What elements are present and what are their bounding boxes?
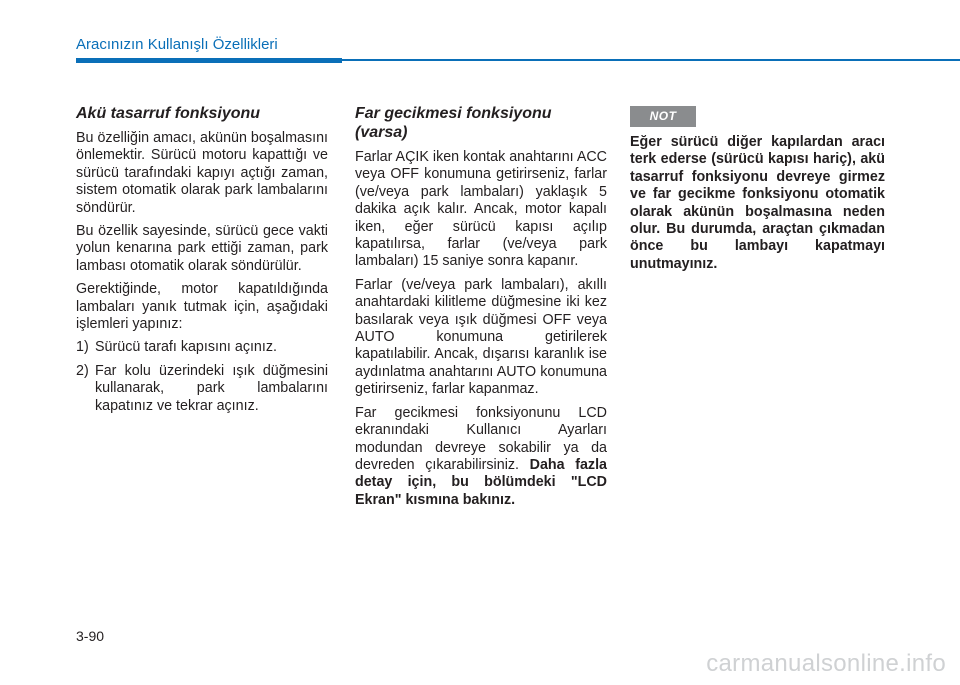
battery-saver-heading: Akü tasarruf fonksiyonu	[76, 105, 261, 122]
battery-saver-para-2: Bu özellik sayesinde, sürücü gece vakti yolun kenarına park ettiği zaman, park lambası otomatik olarak söndürülür.	[76, 223, 328, 274]
battery-saver-para-3: Gerektiğinde, motor kapatıldığında lambaları yanık tutmak için, aşağıdaki işlemleri yapınız:	[76, 281, 328, 333]
headlight-delay-para-1: Farlar AÇIK iken kontak anahtarını ACC veya OFF konumuna getirirseniz, farlar (ve/veya park lambaları) yaklaşık 5 dakika açık kalır. Ancak, motor kapalı iken, eğer sürücü kapısı açılıp kapatılırsa, farlar (ve/veya park lambaları) 15 saniye sonra kapanır.	[355, 149, 607, 270]
section-title: Aracınızın Kullanışlı Özellikleri	[76, 36, 278, 53]
headlight-delay-heading: Far gecikmesi fonksiyonu (varsa)	[355, 105, 552, 141]
headlight-delay-para-3-plain: Far gecikmesi fonksiyonunu LCD ekranındaki Kullanıcı Ayarları modundan devreye sokabilir ya da devreden çıkarabilirsiniz.	[355, 404, 607, 473]
headlight-delay-para-3	[355, 405, 607, 509]
step-2-text: Far kolu üzerindeki ışık düğmesini kullanarak, park lambalarını kapatınız ve tekrar açınız.	[95, 362, 328, 414]
note-text: Eğer sürücü diğer kapılardan aracı terk ederse (sürücü kapısı hariç), akü tasarruf fonksiyonu devreye girmez ve far gecikme fonksiyonu otomatik olarak akünün boşalmasına neden olur. Bu durumda, araçtan çıkmadan önce bu lambayı kapatmayı unutmayınız.	[630, 134, 885, 272]
column-headlight-delay	[355, 104, 607, 515]
page-number: 3-90	[76, 628, 105, 644]
step-1-number: 1)	[76, 339, 89, 356]
step-1	[76, 339, 328, 356]
battery-saver-para-1: Bu özelliğin amacı, akünün boşalmasını önlemektir. Sürücü motoru kapattığı ve sürücü tarafındaki kapıyı açtığı zaman, sistem otomatik olarak park lambalarını söndürür.	[76, 130, 328, 216]
header-rule-thin	[342, 59, 960, 61]
headlight-delay-para-3-bold: Daha fazla detay için, bu bölümdeki "LCD Ekran" kısmına bakınız.	[355, 456, 607, 508]
column-battery-saver	[76, 104, 328, 421]
step-2-number: 2)	[76, 362, 89, 379]
headlight-delay-para-2: Farlar (ve/veya park lambaları), akıllı anahtardaki kilitleme düğmesine iki kez basılarak veya ışık düğmesi OFF veya AUTO konumuna getirilerek kapatılabilir. Ancak, dışarısı karanlık ise aydınlatma anahtarını AUTO konumuna getirirseniz, farlar kapanmaz.	[355, 276, 607, 398]
watermark: carmanualsonline.info	[706, 650, 946, 677]
header-rule-thick	[76, 58, 342, 63]
note-badge: NOT	[630, 106, 696, 127]
step-2	[76, 363, 328, 415]
step-1-text: Sürücü tarafı kapısını açınız.	[95, 339, 277, 356]
